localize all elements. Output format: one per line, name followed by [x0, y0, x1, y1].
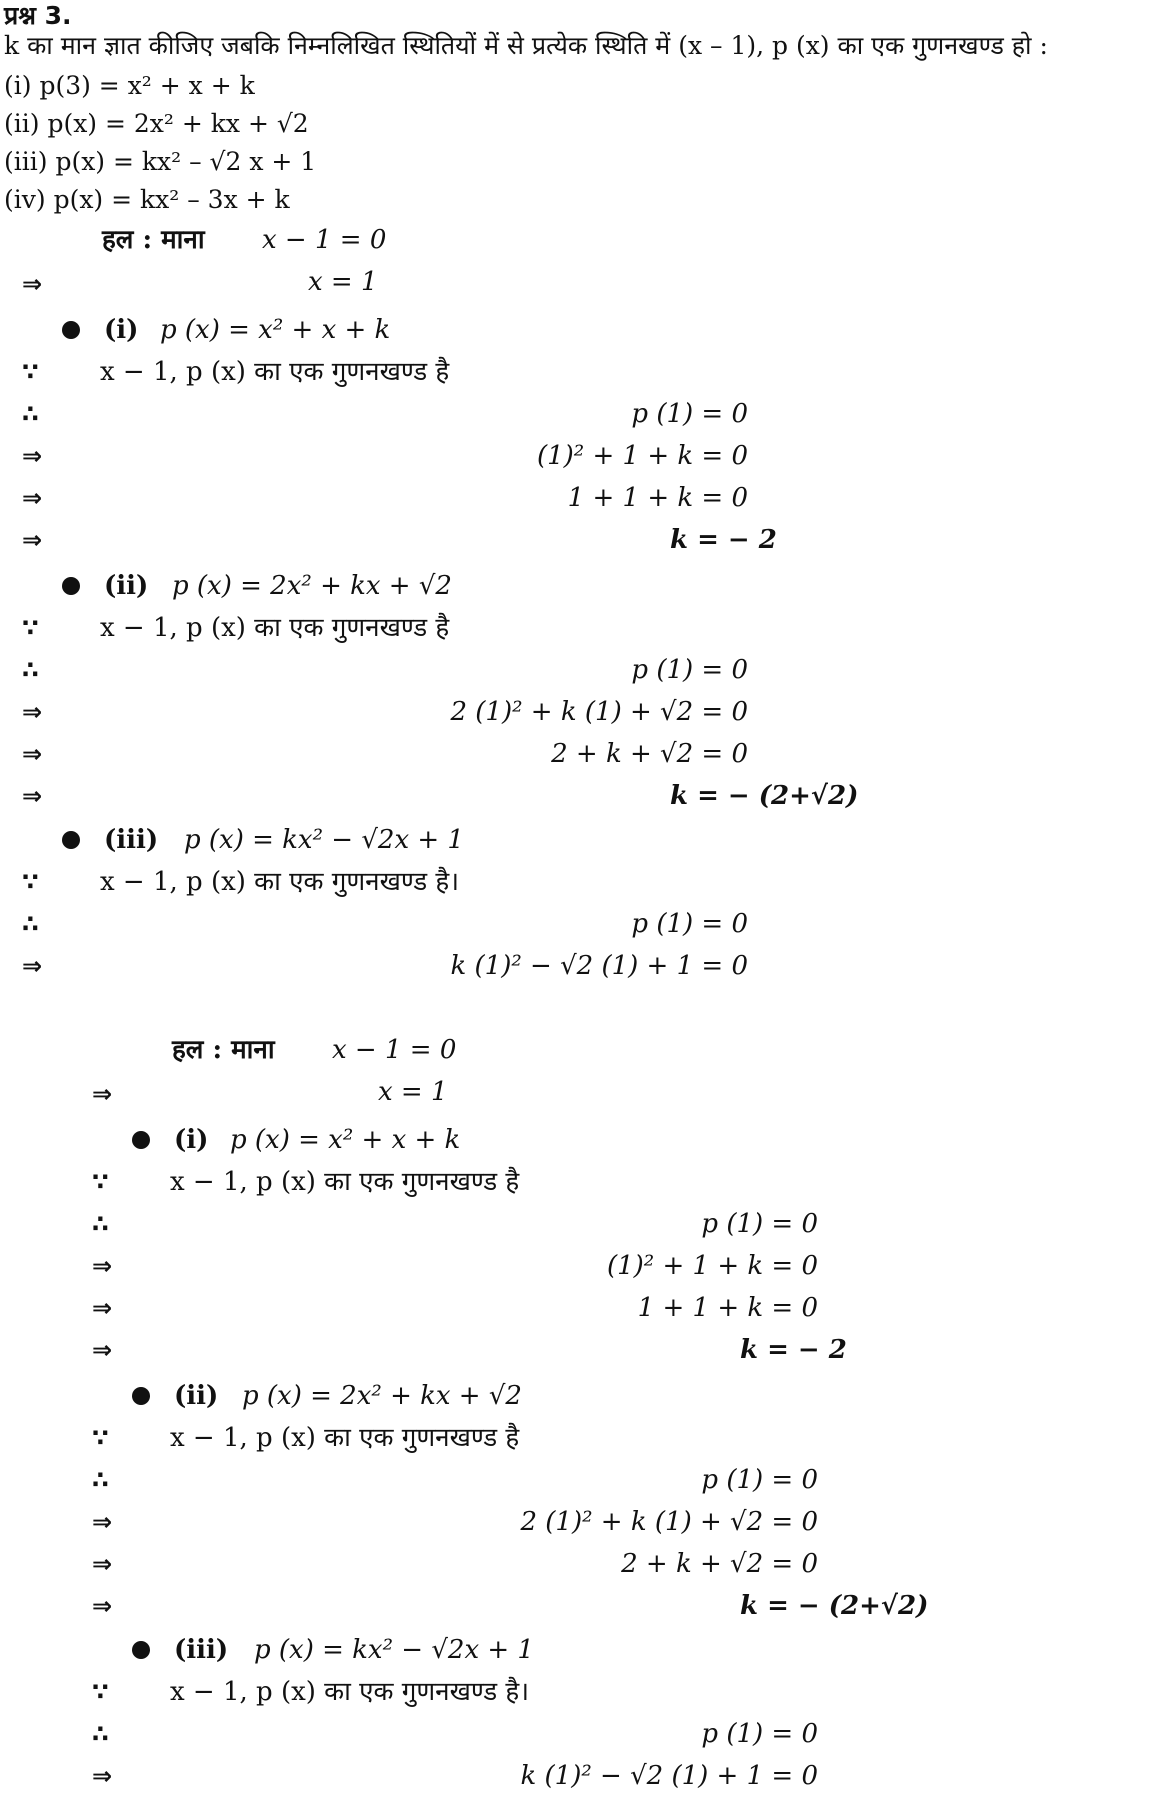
equation-step: 2 + k + √2 = 0: [621, 1549, 818, 1579]
implies-symbol: ⇒: [22, 526, 43, 554]
equation-result: k = − 2: [670, 525, 777, 555]
implies-symbol: ⇒: [22, 484, 43, 512]
factor-statement: x − 1, p (x) का एक गुणनखण्ड है: [100, 613, 450, 643]
implies-symbol: ⇒: [92, 1294, 113, 1322]
part-label: (i): [174, 1125, 209, 1155]
factor-statement: x − 1, p (x) का एक गुणनखण्ड है: [170, 1423, 520, 1453]
solution-intro-equation: x − 1 = 0: [332, 1035, 457, 1065]
implies-symbol: ⇒: [22, 698, 43, 726]
implies-symbol: ⇒: [92, 1252, 113, 1280]
bullet-icon: [132, 1387, 150, 1405]
equation-result: k = − (2+√2): [740, 1591, 929, 1621]
therefore-symbol: ∴: [22, 656, 39, 684]
therefore-symbol: ∴: [92, 1210, 109, 1238]
implies-symbol: ⇒: [92, 1508, 113, 1536]
equation-step: p (1) = 0: [631, 909, 748, 939]
because-symbol: ∵: [92, 1168, 109, 1196]
question-part-i: (i) p(3) = x² + x + k: [4, 71, 255, 100]
because-symbol: ∵: [22, 358, 39, 386]
equation-step: 2 (1)² + k (1) + √2 = 0: [450, 697, 748, 727]
equation-step: k (1)² − √2 (1) + 1 = 0: [520, 1761, 818, 1791]
part-expression: p (x) = kx² − √2x + 1: [184, 825, 464, 855]
factor-statement: x − 1, p (x) का एक गुणनखण्ड है।: [170, 1677, 530, 1707]
part-expression: p (x) = 2x² + kx + √2: [172, 571, 452, 601]
bullet-icon: [62, 321, 80, 339]
implies-symbol: ⇒: [92, 1336, 113, 1364]
solution-root: x = 1: [308, 267, 378, 297]
bullet-icon: [62, 831, 80, 849]
factor-statement: x − 1, p (x) का एक गुणनखण्ड है: [170, 1167, 520, 1197]
factor-statement: x − 1, p (x) का एक गुणनखण्ड है।: [100, 867, 460, 897]
equation-step: 1 + 1 + k = 0: [567, 483, 748, 513]
question-part-iii: (iii) p(x) = kx² – √2 x + 1: [4, 147, 317, 176]
bullet-icon: [132, 1131, 150, 1149]
therefore-symbol: ∴: [22, 910, 39, 938]
part-label: (ii): [104, 571, 149, 601]
part-expression: p (x) = 2x² + kx + √2: [242, 1381, 522, 1411]
solution-intro-label: हल : माना: [172, 1035, 275, 1065]
part-expression: p (x) = x² + x + k: [230, 1125, 461, 1155]
implies-symbol: ⇒: [92, 1550, 113, 1578]
equation-step: p (1) = 0: [631, 655, 748, 685]
equation-step: 1 + 1 + k = 0: [637, 1293, 818, 1323]
factor-statement: x − 1, p (x) का एक गुणनखण्ड है: [100, 357, 450, 387]
part-expression: p (x) = kx² − √2x + 1: [254, 1635, 534, 1665]
bullet-icon: [132, 1641, 150, 1659]
equation-step: p (1) = 0: [631, 399, 748, 429]
part-label: (ii): [174, 1381, 219, 1411]
therefore-symbol: ∴: [22, 400, 39, 428]
equation-result: k = − 2: [740, 1335, 847, 1365]
equation-step: (1)² + 1 + k = 0: [536, 441, 748, 471]
equation-step: (1)² + 1 + k = 0: [606, 1251, 818, 1281]
equation-step: p (1) = 0: [701, 1719, 818, 1749]
because-symbol: ∵: [92, 1678, 109, 1706]
implies-symbol: ⇒: [22, 270, 43, 298]
equation-step: 2 (1)² + k (1) + √2 = 0: [520, 1507, 818, 1537]
implies-symbol: ⇒: [22, 952, 43, 980]
equation-step: k (1)² − √2 (1) + 1 = 0: [450, 951, 748, 981]
therefore-symbol: ∴: [92, 1466, 109, 1494]
bullet-icon: [62, 577, 80, 595]
because-symbol: ∵: [22, 868, 39, 896]
solution-root: x = 1: [378, 1077, 448, 1107]
question-part-iv: (iv) p(x) = kx² – 3x + k: [4, 185, 290, 214]
question-part-ii: (ii) p(x) = 2x² + kx + √2: [4, 109, 309, 138]
implies-symbol: ⇒: [22, 442, 43, 470]
implies-symbol: ⇒: [92, 1762, 113, 1790]
part-label: (i): [104, 315, 139, 345]
implies-symbol: ⇒: [22, 740, 43, 768]
part-label: (iii): [104, 825, 159, 855]
question-title: प्रश्न 3.: [4, 1, 72, 30]
because-symbol: ∵: [92, 1424, 109, 1452]
part-label: (iii): [174, 1635, 229, 1665]
therefore-symbol: ∴: [92, 1720, 109, 1748]
implies-symbol: ⇒: [22, 782, 43, 810]
because-symbol: ∵: [22, 614, 39, 642]
equation-step: 2 + k + √2 = 0: [551, 739, 748, 769]
implies-symbol: ⇒: [92, 1080, 113, 1108]
solution-intro-label: हल : माना: [102, 225, 205, 255]
part-expression: p (x) = x² + x + k: [160, 315, 391, 345]
equation-step: p (1) = 0: [701, 1465, 818, 1495]
equation-step: p (1) = 0: [701, 1209, 818, 1239]
equation-result: k = − (2+√2): [670, 781, 859, 811]
implies-symbol: ⇒: [92, 1592, 113, 1620]
solution-intro-equation: x − 1 = 0: [262, 225, 387, 255]
question-statement: k का मान ज्ञात कीजिए जबकि निम्नलिखित स्थितियों में से प्रत्येक स्थिति में (x – 1), p (x) का एक गुणनखण्ड हो :: [4, 31, 1048, 60]
